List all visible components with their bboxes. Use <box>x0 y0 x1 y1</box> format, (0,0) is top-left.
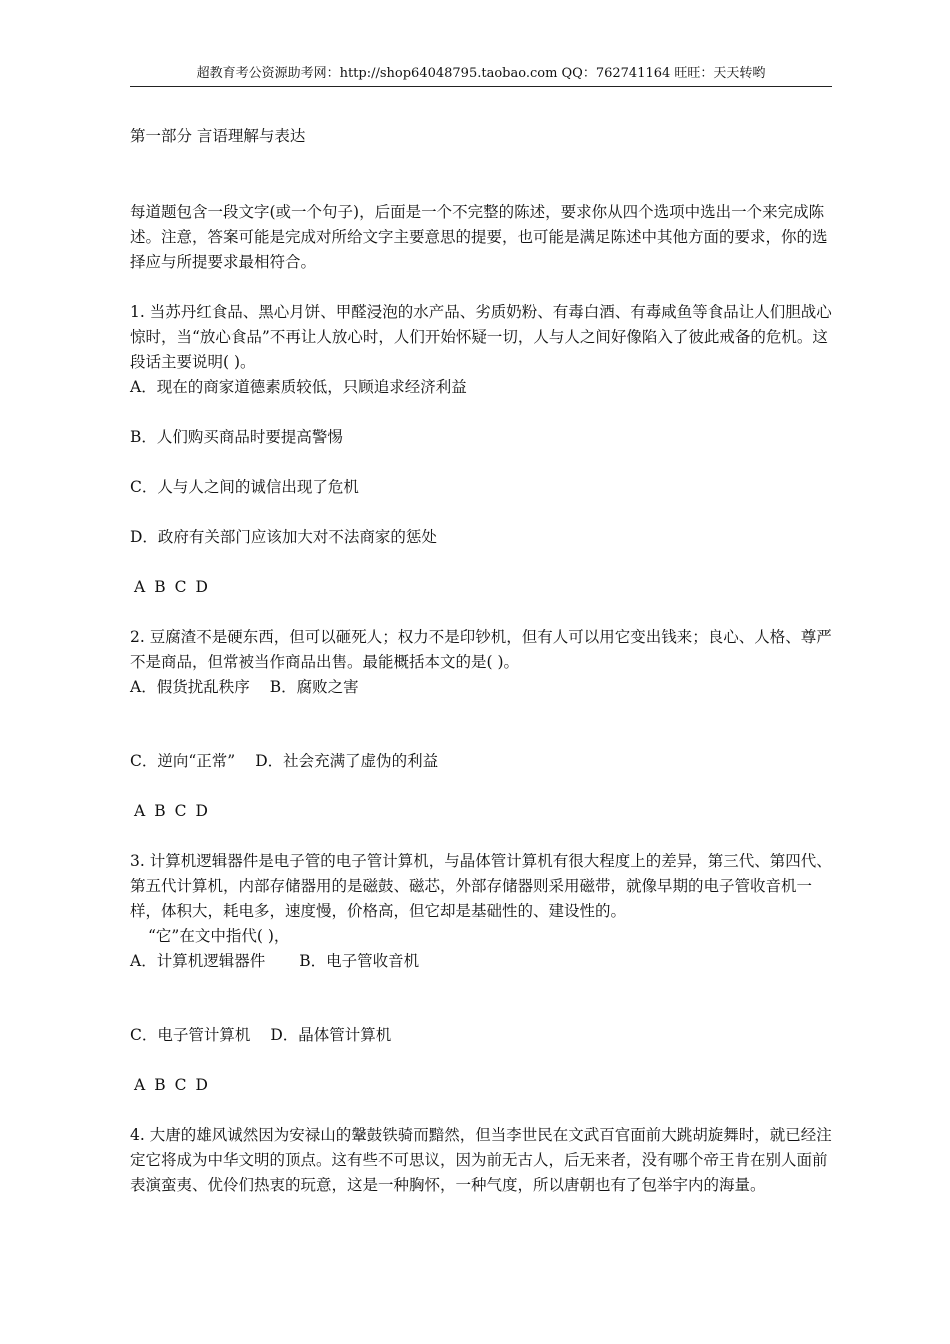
answer-c[interactable]: C <box>174 802 187 820</box>
option-row-cd <box>130 749 835 774</box>
answer-b[interactable]: B <box>154 802 166 820</box>
answer-b[interactable]: B <box>154 1076 166 1094</box>
question-stem: 1. 当苏丹红食品、黑心月饼、甲醛浸泡的水产品、劣质奶粉、有毒白酒、有毒咸鱼等食品让人们胆战心惊时，当“放心食品”不再让人放心时，人们开始怀疑一切，人与人之间好像陷入了彼此戒备的危机。这段话主要说明( )。 <box>130 303 832 371</box>
option-d: D．晶体管计算机 <box>270 1026 392 1044</box>
option-b: B．电子管收音机 <box>299 952 420 970</box>
answer-d[interactable]: D <box>195 802 208 820</box>
option-b: B．腐败之害 <box>269 678 359 696</box>
option-c: C．人与人之间的诚信出现了危机 <box>130 478 359 496</box>
option-row-cd <box>130 1023 835 1048</box>
answer-d[interactable]: D <box>195 578 208 596</box>
option-c: C．电子管计算机 <box>130 1026 251 1044</box>
section-title: 第一部分 言语理解与表达 <box>130 127 306 145</box>
question-prompt: “它”在文中指代( )， <box>148 927 290 945</box>
answer-b[interactable]: B <box>154 578 166 596</box>
page-header: 超教育考公资源助考网：http://shop64048795.taobao.com QQ：762741164 旺旺：天天转哟 <box>130 64 832 87</box>
option-d: D．社会充满了虚伪的利益 <box>255 752 439 770</box>
option-c: C．逆向“正常” <box>130 752 236 770</box>
answer-a[interactable]: A <box>134 578 146 596</box>
answer-choices <box>130 575 835 600</box>
answer-d[interactable]: D <box>195 1076 208 1094</box>
answer-choices <box>130 1073 835 1098</box>
option-a: A．假货扰乱秩序 <box>130 678 250 696</box>
option-a: A．现在的商家道德素质较低，只顾追求经济利益 <box>130 378 467 396</box>
question-3 <box>130 849 835 1098</box>
question-stem: 4. 大唐的雄风诚然因为安禄山的鞶鼓铁骑而黯然，但当李世民在文武百官面前大跳胡旋舞时，就已经注定它将成为中华文明的顶点。这有些不可思议，因为前无古人，后无来者，没有哪个帝王肯在别人面前表演蛮夷、优伶们热衷的玩意，这是一种胸怀，一种气度，所以唐朝也有了包举宇内的海量。 <box>130 1126 832 1194</box>
answer-a[interactable]: A <box>134 802 146 820</box>
instructions: 每道题包含一段文字(或一个句子)，后面是一个不完整的陈述，要求你从四个选项中选出一个来完成陈述。注意，答案可能是完成对所给文字主要意思的提要，也可能是满足陈述中其他方面的要求，你的选择应与所提要求最相符合。 <box>130 203 828 271</box>
question-stem: 2. 豆腐渣不是硬东西，但可以砸死人；权力不是印钞机，但有人可以用它变出钱来；良心、人格、尊严不是商品，但常被当作商品出售。最能概括本文的是( )。 <box>130 628 832 671</box>
answer-c[interactable]: C <box>174 578 187 596</box>
question-1 <box>130 300 835 600</box>
option-a: A．计算机逻辑器件 <box>130 952 266 970</box>
option-row-ab <box>130 949 835 974</box>
answer-c[interactable]: C <box>174 1076 187 1094</box>
option-b: B．人们购买商品时要提高警惕 <box>130 428 343 446</box>
question-stem: 3. 计算机逻辑器件是电子管的电子管计算机，与晶体管计算机有很大程度上的差异，第三代、第四代、第五代计算机，内部存储器用的是磁鼓、磁芯，外部存储器则采用磁带，就像早期的电子管收音机一样，体积大，耗电多，速度慢，价格高，但它却是基础性的、建设性的。 <box>130 852 832 920</box>
document-body <box>130 124 835 1198</box>
answer-a[interactable]: A <box>134 1076 146 1094</box>
question-4 <box>130 1123 835 1198</box>
question-2 <box>130 625 835 824</box>
answer-choices <box>130 799 835 824</box>
option-d: D．政府有关部门应该加大对不法商家的惩处 <box>130 528 437 546</box>
option-row-ab <box>130 675 835 700</box>
